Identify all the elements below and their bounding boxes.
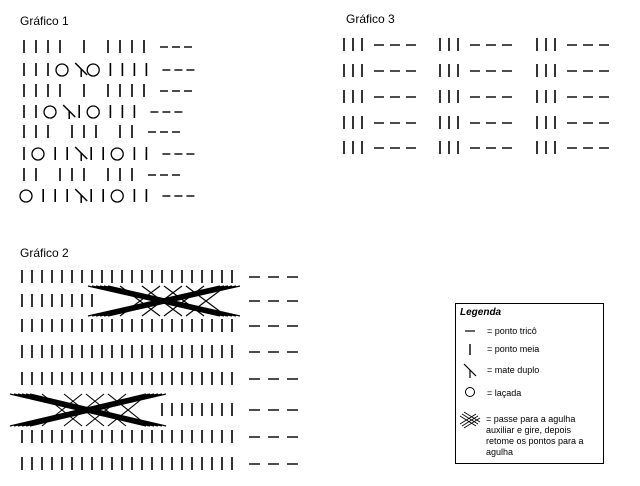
legend-decrease-text: = mate duplo [487,365,540,375]
yarn-over [20,190,32,202]
legend-title: Legenda [460,307,502,318]
decrease-symbol [464,364,476,378]
legend-cable-text: = passe para a agulha auxiliar e gire, depois retome os pontos para a agulha [486,414,584,457]
legend-knit-text: = ponto meia [487,344,540,354]
chart3-title: Gráfico 3 [346,12,395,26]
yarn-over [56,64,68,76]
legend-box [455,303,604,464]
yarn-over [32,148,44,160]
yarn-over [111,148,123,160]
legend-yarnover-text: = laçada [487,388,522,398]
chart1-title: Gráfico 1 [20,14,69,28]
yarn-over [111,190,123,202]
yarn-over [44,106,56,118]
cable-symbol [460,412,480,428]
yarnover-symbol [466,388,475,397]
yarn-over [87,106,99,118]
chart2-title: Gráfico 2 [20,246,69,260]
legend-purl-text: = ponto tricô [487,326,537,336]
yarn-over [87,64,99,76]
